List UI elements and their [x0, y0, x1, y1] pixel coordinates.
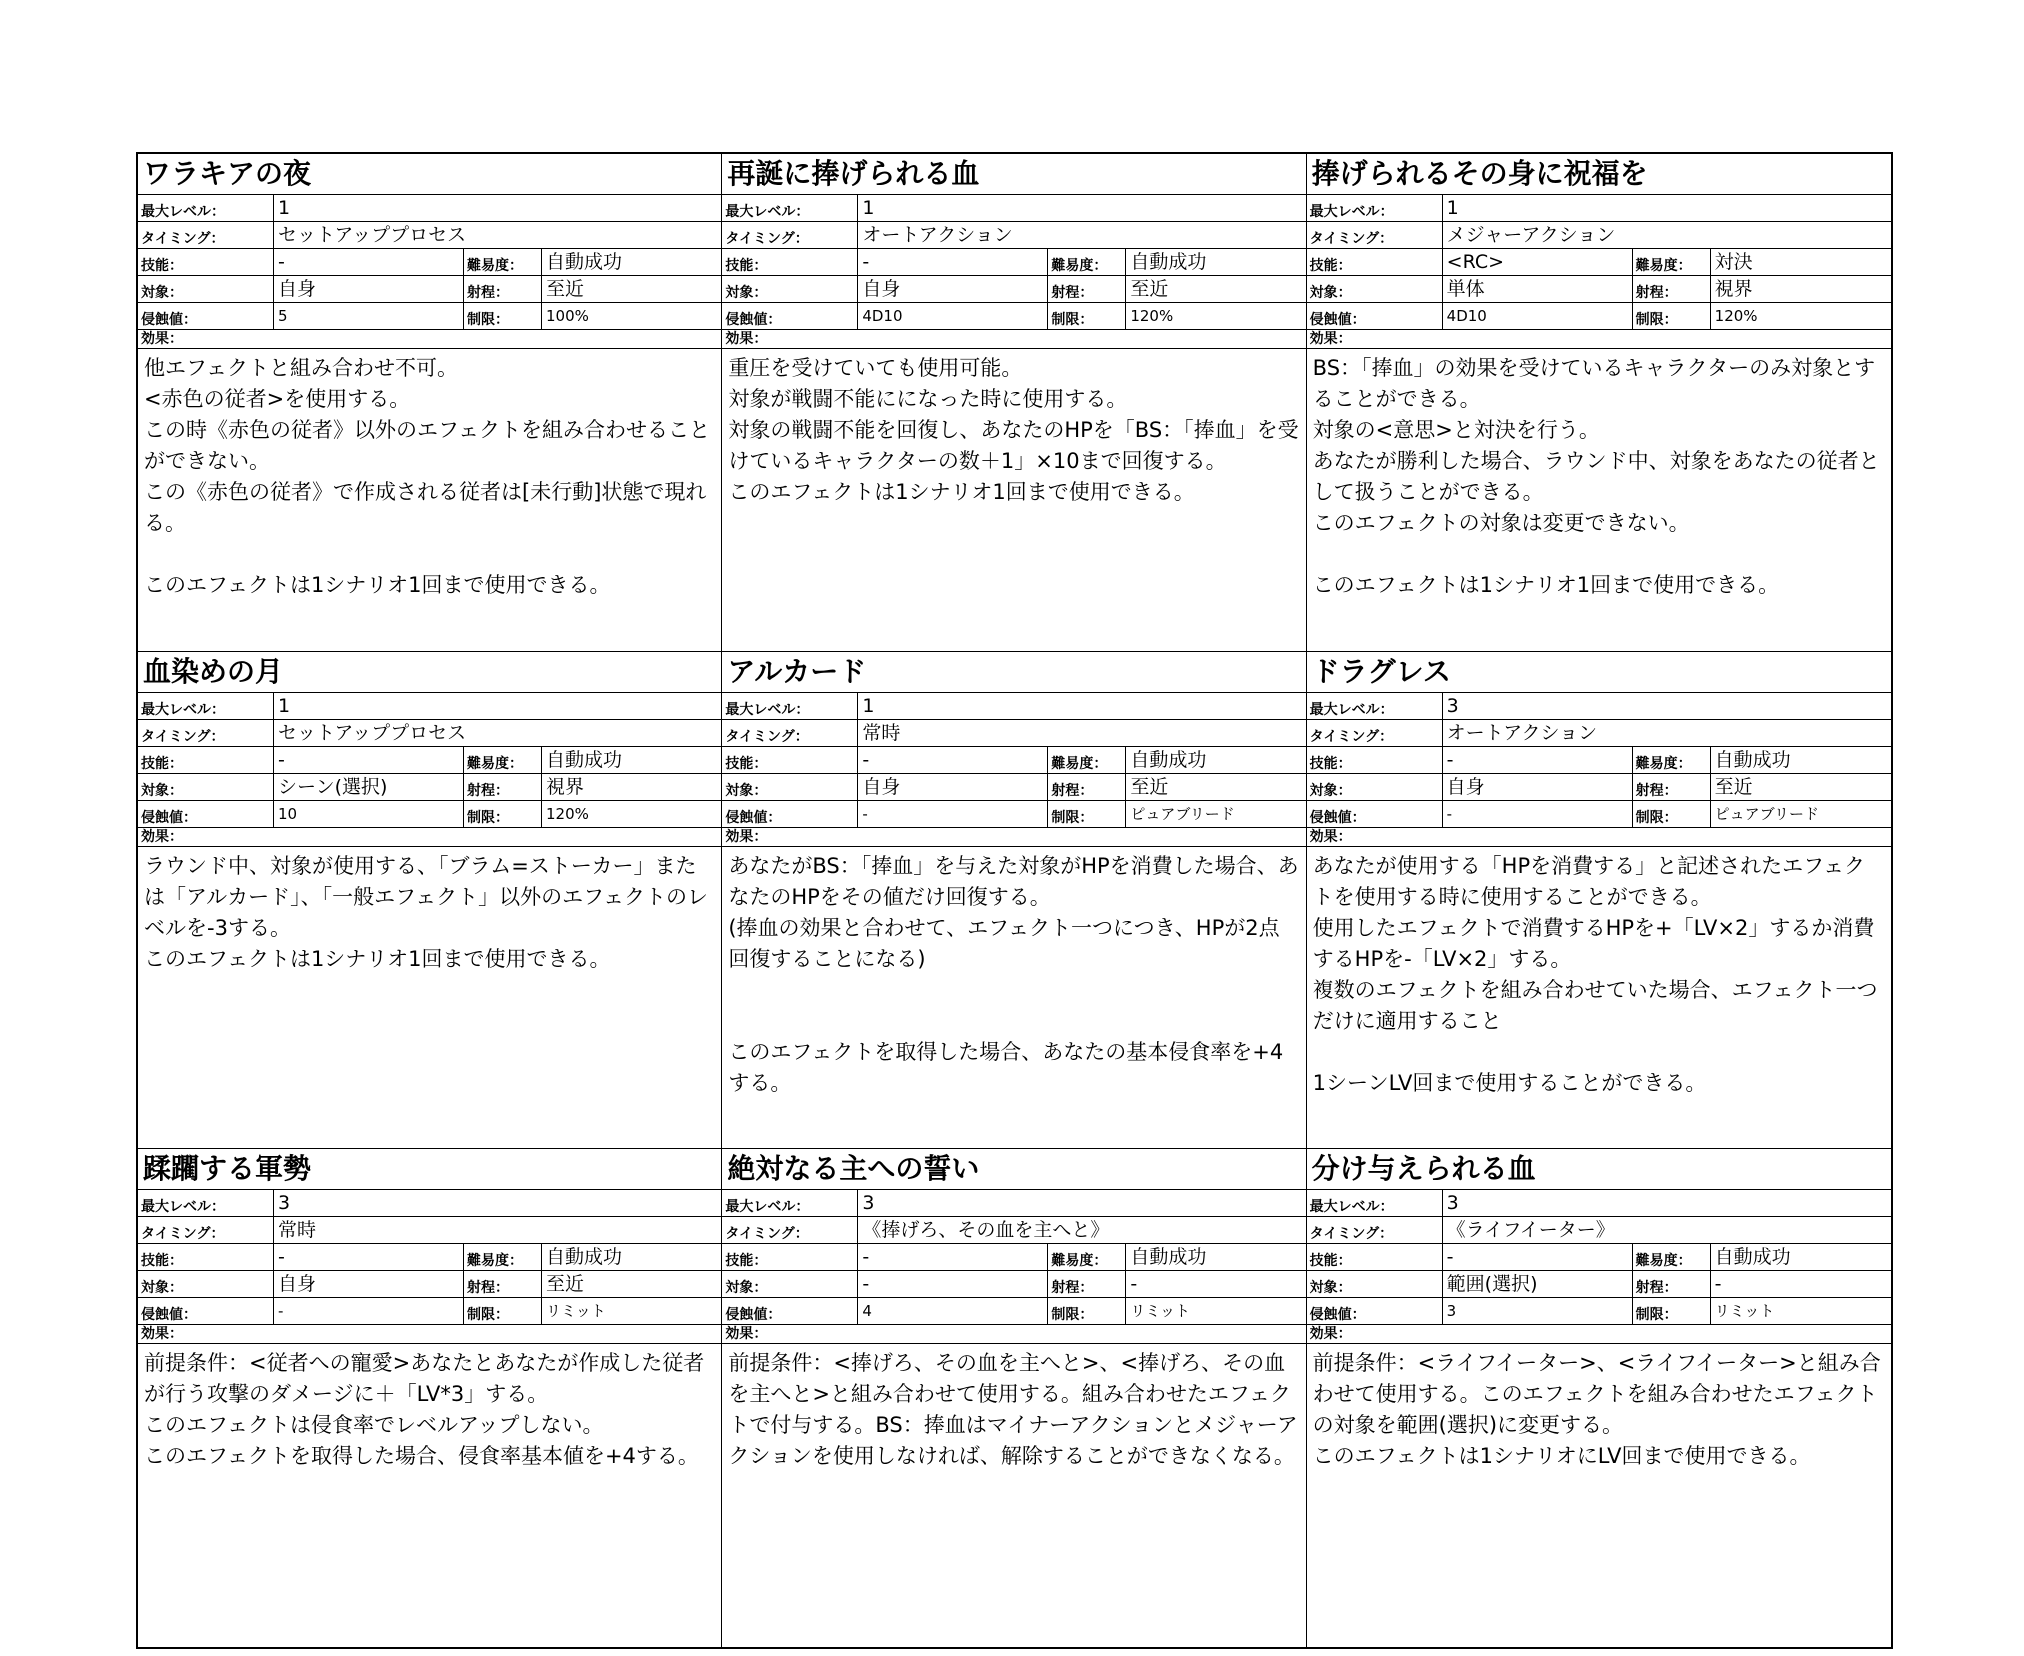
timing-label: タイミング：	[138, 1217, 274, 1243]
timing-label: タイミング：	[1307, 222, 1443, 248]
effect-line: この《赤色の従者》で作成される従者は[未行動]状態で現れる。	[144, 480, 707, 535]
erosion-value: 3	[1443, 1298, 1633, 1324]
timing-value: 《ライフイーター》	[1446, 1219, 1615, 1242]
effect-description	[722, 1344, 1305, 1647]
difficulty-label: 難易度：	[464, 747, 542, 773]
difficulty-label: 難易度：	[464, 249, 542, 275]
effect-card	[1307, 652, 1891, 1150]
target-row	[138, 774, 721, 801]
effect-name: 再誕に捧げられる血	[722, 154, 1305, 195]
timing-row	[138, 720, 721, 747]
timing-value: 《捧げろ、その血を主へと》	[862, 1219, 1110, 1242]
target-row	[138, 276, 721, 303]
effect-line: BS：「捧血」の効果を受けているキャラクターのみ対象とすることができる。	[1312, 356, 1876, 411]
max-level-value: 3	[278, 1192, 291, 1215]
effect-description	[1307, 847, 1891, 1149]
max-level-label: 最大レベル：	[138, 1190, 274, 1216]
difficulty-label: 難易度：	[1633, 1244, 1711, 1270]
target-label: 対象：	[1307, 276, 1443, 302]
timing-label: タイミング：	[722, 720, 858, 746]
skill-value: -	[274, 1244, 464, 1270]
timing-label: タイミング：	[1307, 1217, 1443, 1243]
timing-label: タイミング：	[138, 222, 274, 248]
range-value: 視界	[1714, 278, 1753, 300]
skill-row	[1307, 249, 1891, 276]
max-level-value: 1	[278, 694, 291, 717]
range-value: 視界	[546, 775, 585, 798]
timing-label: タイミング：	[722, 222, 858, 248]
max-level-row	[722, 1190, 1305, 1217]
target-value: シーン(選択)	[274, 774, 464, 800]
skill-value: -	[858, 747, 1048, 773]
effect-line: 前提条件：<従者への寵愛>あなたとあなたが作成した従者が行う攻撃のダメージに＋「LV*3」する。	[144, 1351, 705, 1407]
erosion-value: 4D10	[858, 303, 1048, 329]
skill-value: <RC>	[1443, 249, 1633, 275]
effect-card	[1307, 154, 1891, 652]
skill-label: 技能：	[138, 747, 274, 773]
erosion-row	[1307, 1298, 1891, 1325]
erosion-label: 侵蝕値：	[138, 1298, 274, 1324]
effect-line: このエフェクトは1シナリオ1回まで使用できる。	[144, 946, 611, 971]
difficulty-value: 自動成功	[546, 1246, 623, 1269]
difficulty-value: 対決	[1714, 251, 1753, 273]
timing-row	[722, 1217, 1305, 1244]
timing-row	[722, 720, 1305, 747]
effect-line: 1シーンLV回まで使用することができる。	[1312, 1070, 1707, 1095]
effect-label: 効果：	[722, 828, 1305, 847]
range-label: 射程：	[1633, 774, 1711, 800]
target-row	[1307, 774, 1891, 801]
erosion-value: -	[1443, 801, 1633, 827]
effect-line: <赤色の従者>を使用する。	[144, 387, 411, 411]
difficulty-label: 難易度：	[464, 1244, 542, 1270]
max-level-value: 3	[862, 1192, 875, 1215]
effect-description	[138, 349, 721, 651]
erosion-row	[138, 801, 721, 828]
difficulty-label: 難易度：	[1633, 747, 1711, 773]
effect-line: 複数のエフェクトを組み合わせていた場合、エフェクト一つだけに適用すること	[1312, 977, 1878, 1033]
target-label: 対象：	[138, 1271, 274, 1297]
target-value: 自身	[274, 276, 464, 302]
max-level-label: 最大レベル：	[1307, 1190, 1443, 1216]
erosion-label: 侵蝕値：	[1307, 1298, 1443, 1324]
erosion-value: 10	[274, 801, 464, 827]
effect-line: この時《赤色の従者》以外のエフェクトを組み合わせることができない。	[144, 418, 710, 473]
effect-line: 重圧を受けていても使用可能。	[728, 356, 1023, 380]
effect-line: このエフェクトは侵食率でレベルアップしない。	[144, 1413, 604, 1438]
max-level-label: 最大レベル：	[1307, 195, 1443, 221]
effect-card	[138, 1149, 722, 1647]
range-value: -	[1714, 1273, 1722, 1296]
effect-line: このエフェクトを取得した場合、侵食率基本値を+4する。	[144, 1444, 699, 1469]
timing-value: 常時	[278, 1219, 317, 1242]
erosion-value: 5	[274, 303, 464, 329]
max-level-row	[1307, 693, 1891, 720]
effect-label: 効果：	[138, 330, 721, 349]
limit-label: 制限：	[1048, 1298, 1126, 1324]
limit-label: 制限：	[1048, 303, 1126, 329]
limit-value: リミット	[1714, 1302, 1775, 1321]
target-label: 対象：	[722, 774, 858, 800]
timing-row	[138, 222, 721, 249]
effect-description	[722, 349, 1305, 651]
max-level-label: 最大レベル：	[722, 693, 858, 719]
target-value: 自身	[274, 1271, 464, 1297]
skill-value: -	[1443, 1244, 1633, 1270]
effect-sheet	[136, 152, 1893, 1649]
skill-value: -	[1443, 747, 1633, 773]
range-value: 至近	[1130, 278, 1169, 300]
limit-label: 制限：	[1633, 1298, 1711, 1324]
max-level-row	[1307, 1190, 1891, 1217]
target-label: 対象：	[722, 1271, 858, 1297]
max-level-value: 1	[862, 197, 875, 219]
timing-label: タイミング：	[722, 1217, 858, 1243]
max-level-row	[1307, 195, 1891, 222]
effect-label: 効果：	[722, 330, 1305, 349]
effect-card	[138, 652, 722, 1150]
skill-value: -	[858, 249, 1048, 275]
range-label: 射程：	[1633, 1271, 1711, 1297]
effect-name: 血染めの月	[138, 652, 721, 693]
effect-line: あなたがBS：「捧血」を与えた対象がHPを消費した場合、あなたのHPをその値だけ回復する。	[728, 853, 1299, 909]
max-level-row	[138, 693, 721, 720]
effect-label: 効果：	[722, 1325, 1305, 1344]
skill-row	[1307, 747, 1891, 774]
effect-line: このエフェクトは1シナリオ1回まで使用できる。	[728, 480, 1195, 504]
effect-name: アルカード	[722, 652, 1305, 693]
erosion-label: 侵蝕値：	[138, 303, 274, 329]
max-level-value: 1	[278, 197, 291, 219]
target-value: 自身	[858, 276, 1048, 302]
skill-row	[722, 747, 1305, 774]
effect-line: このエフェクトを取得した場合、あなたの基本侵食率を+4する。	[728, 1039, 1284, 1095]
range-label: 射程：	[1048, 276, 1126, 302]
limit-label: 制限：	[1048, 801, 1126, 827]
erosion-label: 侵蝕値：	[1307, 303, 1443, 329]
timing-row	[1307, 720, 1891, 747]
timing-value: 常時	[862, 721, 901, 744]
skill-row	[138, 249, 721, 276]
skill-label: 技能：	[722, 747, 858, 773]
difficulty-label: 難易度：	[1048, 747, 1126, 773]
target-row	[1307, 276, 1891, 303]
effect-label: 効果：	[1307, 330, 1891, 349]
erosion-row	[722, 801, 1305, 828]
effect-description	[138, 847, 721, 1149]
effect-line: 使用したエフェクトで消費するHPを+「LV×2」するか消費するHPを-「LV×2」する。	[1312, 915, 1875, 971]
effect-card	[1307, 1149, 1891, 1647]
effect-description	[1307, 349, 1891, 651]
target-row	[138, 1271, 721, 1298]
difficulty-value: 自動成功	[1714, 1246, 1791, 1269]
effect-name: 捧げられるその身に祝福を	[1307, 154, 1891, 195]
skill-row	[722, 249, 1305, 276]
effect-line: 対象の戦闘不能を回復し、あなたのHPを「BS：「捧血」を受けているキャラクターの数＋1」×10まで回復する。	[728, 418, 1299, 473]
limit-value: 120%	[546, 804, 589, 823]
limit-label: 制限：	[464, 1298, 542, 1324]
difficulty-value: 自動成功	[1130, 1246, 1207, 1269]
max-level-label: 最大レベル：	[722, 195, 858, 221]
max-level-value: 3	[1446, 1192, 1459, 1215]
effect-line: (捧血の効果と合わせて、エフェクト一つにつき、HPが2点回復することになる)	[728, 915, 1280, 971]
timing-label: タイミング：	[1307, 720, 1443, 746]
limit-label: 制限：	[1633, 801, 1711, 827]
max-level-row	[138, 195, 721, 222]
effect-description	[1307, 1344, 1891, 1647]
erosion-row	[722, 1298, 1305, 1325]
effect-name: 分け与えられる血	[1307, 1149, 1891, 1190]
target-value: -	[858, 1271, 1048, 1297]
range-value: 至近	[1714, 775, 1753, 798]
effect-card	[722, 1149, 1306, 1647]
difficulty-label: 難易度：	[1048, 249, 1126, 275]
effect-line	[1313, 1037, 1885, 1068]
limit-label: 制限：	[464, 801, 542, 827]
effect-line	[144, 539, 715, 570]
effect-description	[138, 1344, 721, 1647]
effect-line	[728, 975, 1299, 1006]
erosion-row	[138, 1298, 721, 1325]
timing-row	[138, 1217, 721, 1244]
effect-label: 効果：	[1307, 1325, 1891, 1344]
limit-value: 100%	[546, 307, 589, 325]
max-level-row	[722, 693, 1305, 720]
skill-label: 技能：	[138, 1244, 274, 1270]
range-label: 射程：	[464, 774, 542, 800]
range-label: 射程：	[1048, 774, 1126, 800]
effect-line: 前提条件：<捧げろ、その血を主へと>、<捧げろ、その血を主へと>と組み合わせて使用する。組み合わせたエフェクトで付与する。BS：捧血はマイナーアクションとメジャーアクションを使用しなければ、解除することができなくなる。	[728, 1351, 1298, 1469]
range-label: 射程：	[1633, 276, 1711, 302]
skill-label: 技能：	[1307, 249, 1443, 275]
difficulty-value: 自動成功	[546, 748, 623, 771]
target-value: 範囲(選択)	[1443, 1271, 1633, 1297]
range-value: 至近	[546, 1273, 585, 1296]
effect-card	[138, 154, 722, 652]
skill-row	[1307, 1244, 1891, 1271]
effect-description	[722, 847, 1305, 1149]
max-level-value: 1	[862, 694, 875, 717]
effect-line: このエフェクトは1シナリオにLV回まで使用できる。	[1312, 1444, 1811, 1469]
target-label: 対象：	[1307, 1271, 1443, 1297]
limit-value: ピュアブリード	[1714, 804, 1820, 823]
limit-value: リミット	[1130, 1302, 1191, 1321]
erosion-label: 侵蝕値：	[138, 801, 274, 827]
erosion-row	[722, 303, 1305, 330]
target-value: 自身	[1443, 774, 1633, 800]
difficulty-label: 難易度：	[1048, 1244, 1126, 1270]
effect-line: このエフェクトの対象は変更できない。	[1312, 511, 1690, 535]
target-value: 自身	[858, 774, 1048, 800]
erosion-row	[1307, 303, 1891, 330]
max-level-label: 最大レベル：	[722, 1190, 858, 1216]
erosion-value: 4	[858, 1298, 1048, 1324]
limit-value: 120%	[1130, 307, 1174, 325]
erosion-label: 侵蝕値：	[1307, 801, 1443, 827]
difficulty-value: 自動成功	[546, 251, 623, 273]
max-level-label: 最大レベル：	[1307, 693, 1443, 719]
timing-value: メジャーアクション	[1446, 224, 1616, 246]
max-level-value: 3	[1446, 694, 1459, 717]
difficulty-value: 自動成功	[1130, 251, 1207, 273]
range-value: 至近	[1130, 775, 1169, 798]
erosion-label: 侵蝕値：	[722, 801, 858, 827]
difficulty-value: 自動成功	[1714, 748, 1791, 771]
max-level-label: 最大レベル：	[138, 693, 274, 719]
timing-row	[1307, 1217, 1891, 1244]
effect-line: このエフェクトは1シナリオ1回まで使用できる。	[1312, 573, 1780, 597]
effect-line: あなたが使用する「HPを消費する」と記述されたエフェクトを使用する時に使用することができる。	[1312, 853, 1866, 909]
effect-line: あなたが勝利した場合、ラウンド中、対象をあなたの従者として扱うことができる。	[1312, 449, 1880, 504]
target-value: 単体	[1443, 276, 1633, 302]
skill-label: 技能：	[722, 249, 858, 275]
effect-line: 対象が戦闘不能にになった時に使用する。	[728, 387, 1128, 411]
effect-card	[722, 652, 1306, 1150]
skill-value: -	[274, 747, 464, 773]
limit-value: ピュアブリード	[1130, 804, 1235, 823]
range-value: -	[1130, 1273, 1138, 1296]
effect-card	[722, 154, 1306, 652]
erosion-row	[1307, 801, 1891, 828]
skill-label: 技能：	[722, 1244, 858, 1270]
max-level-row	[722, 195, 1305, 222]
limit-label: 制限：	[1633, 303, 1711, 329]
limit-label: 制限：	[464, 303, 542, 329]
timing-row	[1307, 222, 1891, 249]
target-row	[722, 774, 1305, 801]
timing-value: セットアッププロセス	[278, 224, 467, 246]
timing-label: タイミング：	[138, 720, 274, 746]
target-label: 対象：	[722, 276, 858, 302]
skill-row	[722, 1244, 1305, 1271]
skill-label: 技能：	[1307, 747, 1443, 773]
skill-value: -	[858, 1244, 1048, 1270]
target-row	[722, 1271, 1305, 1298]
effect-line: このエフェクトは1シナリオ1回まで使用できる。	[144, 573, 611, 597]
effect-label: 効果：	[1307, 828, 1891, 847]
target-label: 対象：	[1307, 774, 1443, 800]
skill-row	[138, 1244, 721, 1271]
skill-value: -	[274, 249, 464, 275]
effect-name: 絶対なる主への誓い	[722, 1149, 1305, 1190]
erosion-label: 侵蝕値：	[722, 303, 858, 329]
skill-label: 技能：	[138, 249, 274, 275]
skill-row	[138, 747, 721, 774]
target-row	[1307, 1271, 1891, 1298]
effect-line: ラウンド中、対象が使用する、「ブラム=ストーカー」または「アルカード」、「一般エフェクト」以外のエフェクトのレベルを-3する。	[144, 853, 709, 940]
difficulty-label: 難易度：	[1633, 249, 1711, 275]
range-label: 射程：	[464, 1271, 542, 1297]
effect-name: 蹂躙する軍勢	[138, 1149, 721, 1190]
erosion-label: 侵蝕値：	[722, 1298, 858, 1324]
max-level-value: 1	[1446, 197, 1459, 219]
limit-value: リミット	[546, 1302, 606, 1321]
difficulty-value: 自動成功	[1130, 748, 1207, 771]
max-level-label: 最大レベル：	[138, 195, 274, 221]
effect-line: 他エフェクトと組み合わせ不可。	[144, 356, 458, 380]
erosion-row	[138, 303, 721, 330]
effect-line: 前提条件：<ライフイーター>、<ライフイーター>と組み合わせて使用する。このエフェクトを組み合わせたエフェクトの対象を範囲(選択)に変更する。	[1312, 1351, 1881, 1438]
effect-line: 対象の<意思>と対決を行う。	[1312, 418, 1600, 442]
effect-name: ワラキアの夜	[138, 154, 721, 195]
timing-value: セットアッププロセス	[278, 721, 467, 744]
erosion-value: 4D10	[1443, 303, 1633, 329]
effect-label: 効果：	[138, 828, 721, 847]
range-label: 射程：	[464, 276, 542, 302]
timing-value: オートアクション	[1446, 721, 1598, 744]
target-label: 対象：	[138, 774, 274, 800]
range-value: 至近	[546, 278, 585, 300]
range-label: 射程：	[1048, 1271, 1126, 1297]
skill-label: 技能：	[1307, 1244, 1443, 1270]
limit-value: 120%	[1714, 307, 1758, 325]
target-label: 対象：	[138, 276, 274, 302]
target-row	[722, 276, 1305, 303]
effect-line	[1313, 539, 1885, 570]
timing-value: オートアクション	[862, 224, 1013, 246]
effect-label: 効果：	[138, 1325, 721, 1344]
effect-name: ドラグレス	[1307, 652, 1891, 693]
effect-line	[728, 1006, 1299, 1037]
max-level-row	[138, 1190, 721, 1217]
erosion-value: -	[274, 1298, 464, 1324]
timing-row	[722, 222, 1305, 249]
erosion-value: -	[858, 801, 1048, 827]
